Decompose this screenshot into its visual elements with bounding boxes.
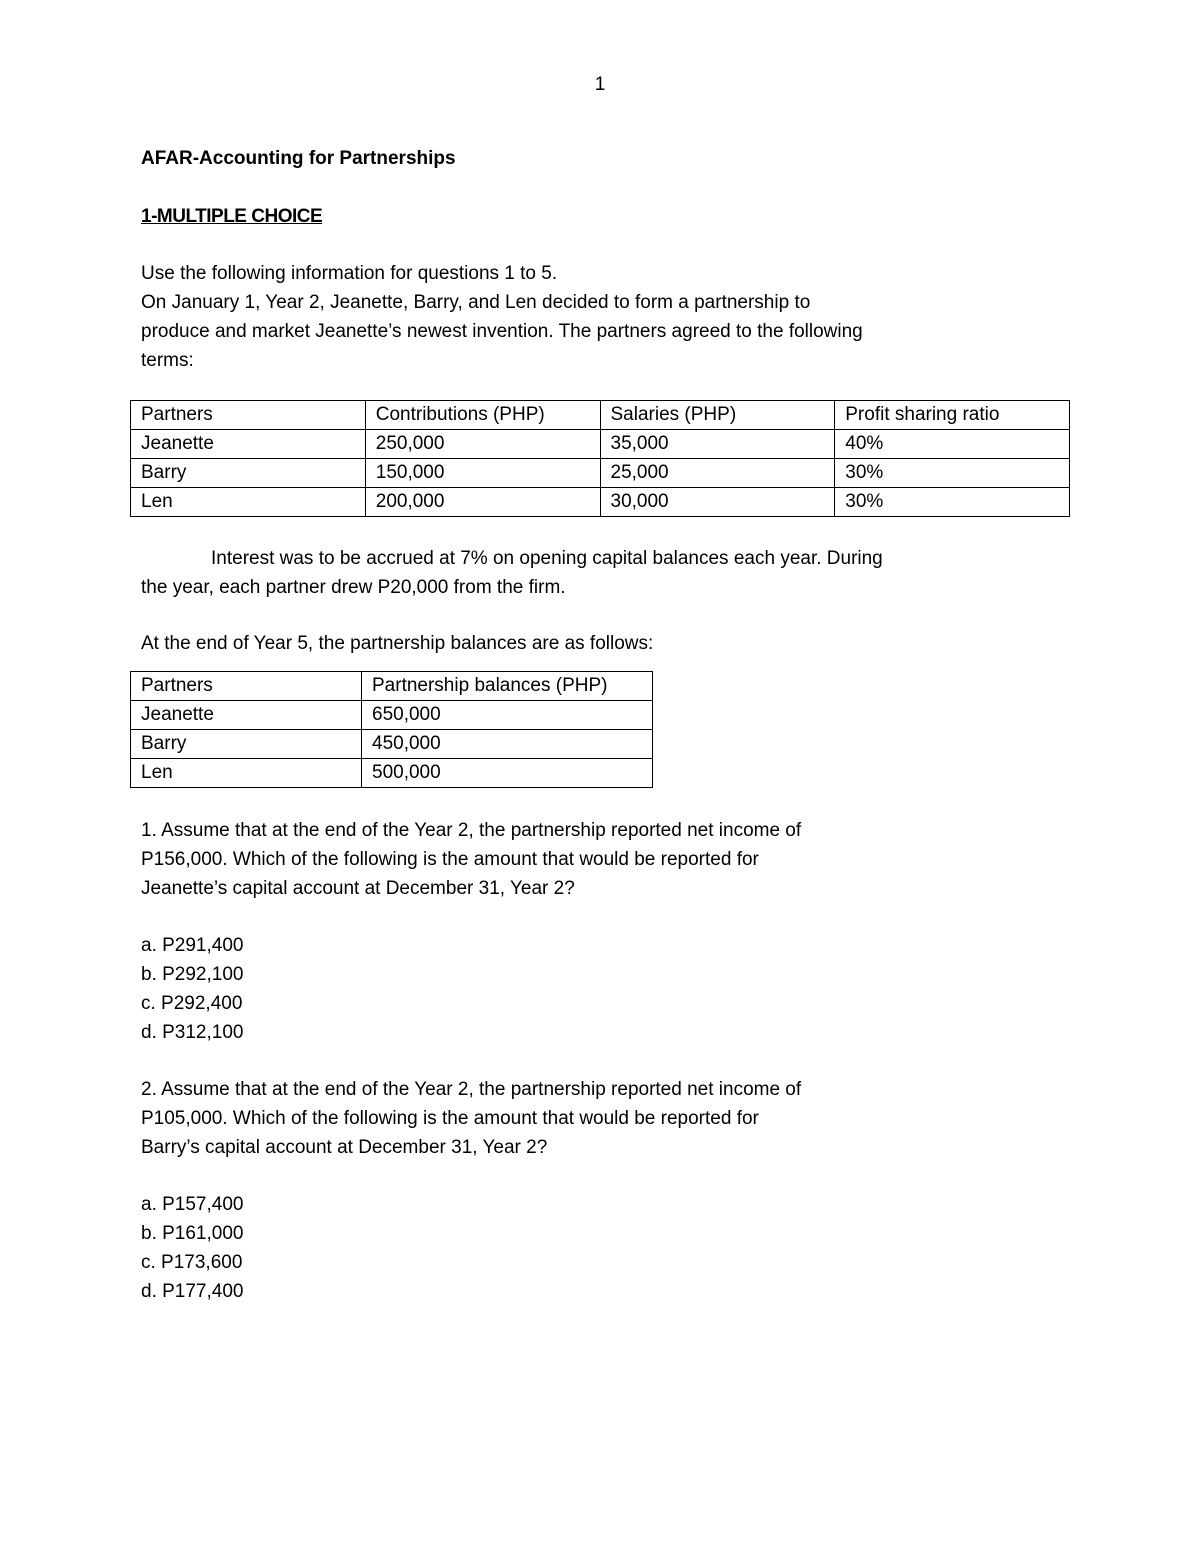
question-text-line: Barry’s capital account at December 31, Year 2?: [141, 1137, 548, 1158]
table-cell: Jeanette: [131, 430, 366, 459]
answer-choice: a. P291,400: [141, 935, 244, 956]
table-header-cell: Partners: [131, 401, 366, 430]
partnership-terms-table: [130, 400, 1070, 517]
table-cell: Len: [131, 488, 366, 517]
intro-paragraph: [141, 259, 1081, 375]
document-title: AFAR-Accounting for Partnerships: [141, 148, 456, 169]
question-text-line: P156,000. Which of the following is the amount that would be reported for: [141, 849, 759, 870]
table-header-row: [131, 401, 1070, 430]
question-2: [141, 1075, 1081, 1162]
question-1: [141, 816, 1081, 903]
section-heading: 1-MULTIPLE CHOICE: [141, 206, 323, 227]
page-number: 1: [594, 74, 606, 95]
table-cell: Barry: [131, 730, 362, 759]
answer-choice: b. P292,100: [141, 964, 244, 985]
table-cell: 450,000: [362, 730, 653, 759]
question-1-choices: [141, 931, 1081, 1047]
document-body: [141, 145, 1081, 1325]
table-row: [131, 759, 653, 788]
table-cell: 30%: [835, 488, 1070, 517]
answer-choice: a. P157,400: [141, 1194, 244, 1215]
answer-choice: c. P173,600: [141, 1252, 243, 1273]
question-text-line: 2. Assume that at the end of the Year 2, the partnership reported net income of: [141, 1079, 802, 1100]
table-cell: 25,000: [600, 459, 835, 488]
table-cell: Len: [131, 759, 362, 788]
intro-line: terms:: [141, 350, 194, 371]
table-row: [131, 488, 1070, 517]
table-row: [131, 459, 1070, 488]
balances-intro: At the end of Year 5, the partnership balances are as follows:: [141, 633, 654, 654]
table-row: [131, 430, 1070, 459]
intro-lead-line: Use the following information for questions 1 to 5.: [141, 263, 558, 284]
table-cell: 650,000: [362, 701, 653, 730]
table-cell: 30,000: [600, 488, 835, 517]
table-header-cell: Partnership balances (PHP): [362, 672, 653, 701]
question-text-line: Jeanette’s capital account at December 31, Year 2?: [141, 878, 575, 899]
table-cell: 40%: [835, 430, 1070, 459]
table-cell: 35,000: [600, 430, 835, 459]
table-cell: 150,000: [365, 459, 600, 488]
table-cell: 200,000: [365, 488, 600, 517]
question-text-line: P105,000. Which of the following is the amount that would be reported for: [141, 1108, 759, 1129]
intro-line: On January 1, Year 2, Jeanette, Barry, and Len decided to form a partnership to: [141, 292, 811, 313]
table-cell: 30%: [835, 459, 1070, 488]
intro-line: produce and market Jeanette’s newest invention. The partners agreed to the following: [141, 321, 863, 342]
table-row: [131, 701, 653, 730]
table-header-cell: Contributions (PHP): [365, 401, 600, 430]
interest-line: Interest was to be accrued at 7% on opening capital balances each year. During: [211, 548, 883, 569]
table-row: [131, 730, 653, 759]
interest-paragraph: [141, 544, 1081, 602]
question-2-choices: [141, 1190, 1081, 1306]
table-cell: Barry: [131, 459, 366, 488]
table-header-row: [131, 672, 653, 701]
question-text-line: 1. Assume that at the end of the Year 2, the partnership reported net income of: [141, 820, 802, 841]
table-header-cell: Profit sharing ratio: [835, 401, 1070, 430]
table-header-cell: Partners: [131, 672, 362, 701]
table-cell: 250,000: [365, 430, 600, 459]
interest-line: the year, each partner drew P20,000 from the firm.: [141, 577, 566, 598]
answer-choice: b. P161,000: [141, 1223, 244, 1244]
table-cell: Jeanette: [131, 701, 362, 730]
table-header-cell: Salaries (PHP): [600, 401, 835, 430]
answer-choice: d. P177,400: [141, 1281, 244, 1302]
table-cell: 500,000: [362, 759, 653, 788]
answer-choice: c. P292,400: [141, 993, 243, 1014]
answer-choice: d. P312,100: [141, 1022, 244, 1043]
partnership-balances-table: [130, 671, 653, 788]
